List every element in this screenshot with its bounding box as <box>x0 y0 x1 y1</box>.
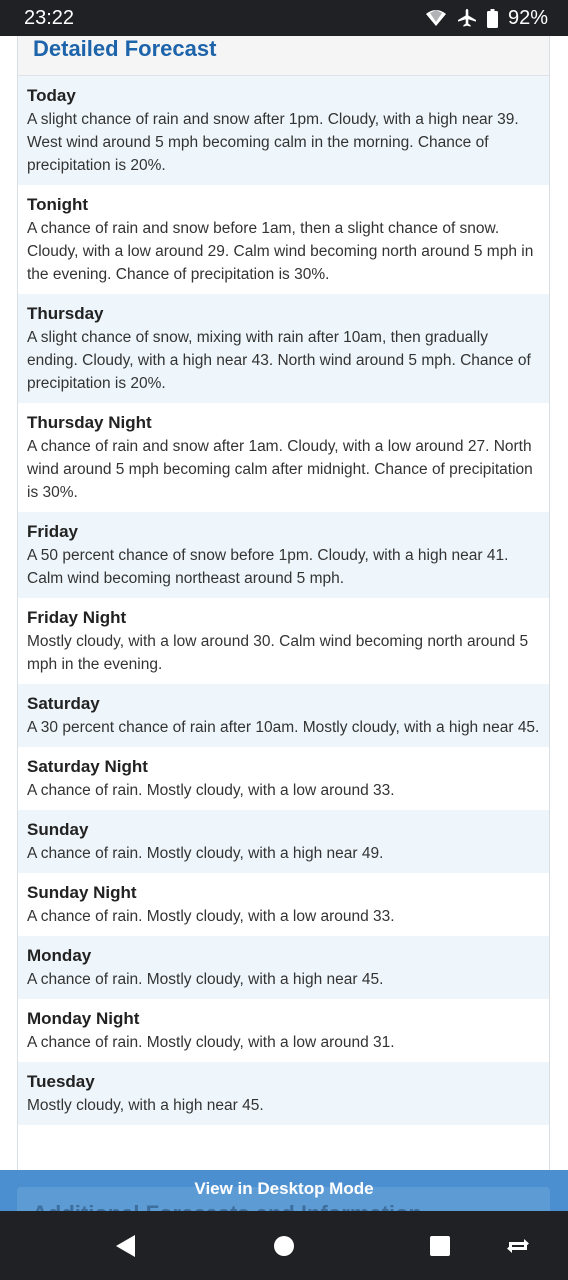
forecast-period-label: Sunday <box>27 820 89 839</box>
forecast-period-label: Friday Night <box>27 608 127 627</box>
forecast-row <box>18 403 549 512</box>
battery-icon <box>487 9 498 28</box>
recents-icon[interactable] <box>427 1233 453 1259</box>
forecast-row <box>18 185 549 294</box>
forecast-row <box>18 1062 549 1125</box>
forecast-row <box>18 598 549 684</box>
forecast-row <box>18 512 549 598</box>
forecast-period-label: Tonight <box>27 195 89 214</box>
forecast-period-text: A chance of rain. Mostly cloudy, with a low around 33. <box>27 908 395 925</box>
forecast-period-label: Thursday Night <box>27 413 152 432</box>
forecast-row <box>18 999 549 1062</box>
forecast-row <box>18 936 549 999</box>
status-bar <box>0 0 568 36</box>
forecast-row <box>18 294 549 403</box>
forecast-period-text: A 50 percent chance of snow before 1pm. Cloudy, with a high near 41. Calm wind becoming northeast around 5 mph. <box>27 547 509 587</box>
forecast-period-text: A 30 percent chance of rain after 10am. Mostly cloudy, with a high near 45. <box>27 719 540 736</box>
detailed-forecast-panel <box>17 36 550 1170</box>
forecast-period-label: Monday <box>27 946 92 965</box>
forecast-period-text: A chance of rain. Mostly cloudy, with a high near 49. <box>27 845 384 862</box>
forecast-period-label: Saturday Night <box>27 757 148 776</box>
back-icon[interactable] <box>113 1233 139 1259</box>
forecast-period-label: Tuesday <box>27 1072 95 1091</box>
page-title: Detailed Forecast <box>33 36 217 61</box>
status-icons <box>425 7 548 30</box>
forecast-period-label: Monday Night <box>27 1009 140 1028</box>
forecast-list <box>18 76 549 1125</box>
home-icon[interactable] <box>271 1233 297 1259</box>
forecast-row <box>18 747 549 810</box>
forecast-period-text: A chance of rain. Mostly cloudy, with a low around 33. <box>27 782 395 799</box>
forecast-period-label: Saturday <box>27 694 100 713</box>
forecast-period-text: A slight chance of rain and snow after 1pm. Cloudy, with a high near 39. West wind around 5 mph becoming calm in the morning. Chance of precipitation is 20%. <box>27 111 519 174</box>
forecast-period-text: Mostly cloudy, with a high near 45. <box>27 1097 264 1114</box>
desktop-mode-bar[interactable] <box>0 1170 568 1211</box>
desktop-mode-button[interactable]: View in Desktop Mode <box>194 1179 374 1198</box>
panel-heading <box>18 36 549 76</box>
rotate-icon[interactable] <box>505 1233 531 1259</box>
navigation-bar <box>0 1211 568 1280</box>
airplane-icon <box>457 8 477 28</box>
forecast-row <box>18 684 549 747</box>
forecast-row <box>18 76 549 185</box>
forecast-period-text: A chance of rain and snow after 1am. Cloudy, with a low around 27. North wind around 5 mph becoming calm after midnight. Chance of precipitation is 30%. <box>27 438 533 501</box>
clock: 23:22 <box>24 6 75 29</box>
wifi-icon <box>425 9 447 27</box>
forecast-period-text: Mostly cloudy, with a low around 30. Calm wind becoming north around 5 mph in the evening. <box>27 633 529 673</box>
forecast-period-text: A slight chance of snow, mixing with rain after 10am, then gradually ending. Cloudy, with a high near 43. North wind around 5 mph. Chance of precipitation is 20%. <box>27 329 531 392</box>
forecast-period-text: A chance of rain. Mostly cloudy, with a low around 31. <box>27 1034 395 1051</box>
battery-percent: 92% <box>507 6 548 29</box>
forecast-period-text: A chance of rain and snow before 1am, then a slight chance of snow. Cloudy, with a low around 29. Calm wind becoming north around 5 mph in the evening. Chance of precipitation is 30%. <box>27 220 534 283</box>
forecast-period-label: Thursday <box>27 304 104 323</box>
forecast-period-label: Sunday Night <box>27 883 137 902</box>
forecast-period-label: Today <box>27 86 76 105</box>
forecast-row <box>18 873 549 936</box>
forecast-row <box>18 810 549 873</box>
forecast-period-label: Friday <box>27 522 79 541</box>
forecast-period-text: A chance of rain. Mostly cloudy, with a high near 45. <box>27 971 384 988</box>
